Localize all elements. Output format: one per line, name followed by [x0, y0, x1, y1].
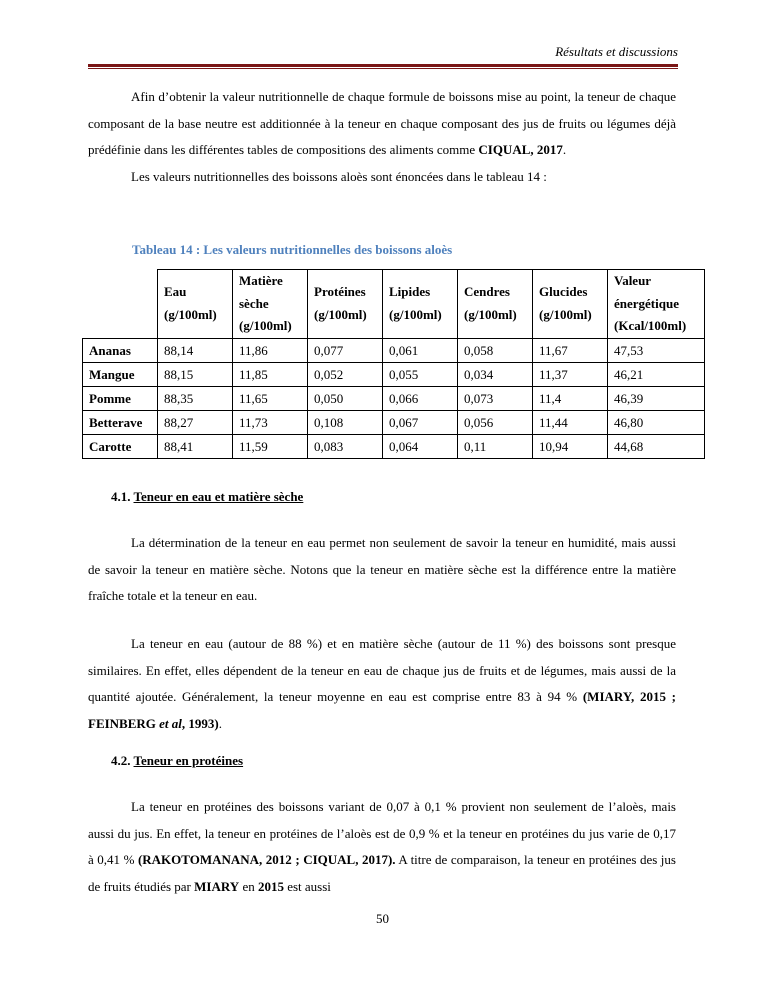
table-cell: 0,083 — [308, 434, 383, 458]
table-caption: Tableau 14 : Les valeurs nutritionnelles des boissons aloès — [132, 242, 453, 257]
intro-paragraph-1 — [88, 84, 676, 164]
header-line: Cendres — [464, 284, 510, 300]
table-header-cell — [158, 270, 233, 339]
header-line: (g/100ml) — [239, 318, 292, 333]
intro-paragraph-2: Les valeurs nutritionnelles des boissons aloès sont énoncées dans le tableau 14 : — [131, 168, 547, 184]
table-row — [83, 338, 705, 362]
table-row — [83, 434, 705, 458]
table-cell: 44,68 — [608, 434, 705, 458]
intro-end: . — [562, 142, 567, 157]
section-4-2-paragraph-1 — [88, 794, 676, 900]
table-cell: 88,14 — [158, 338, 233, 362]
reference-etal: et al — [159, 715, 182, 731]
table-cell: 88,15 — [158, 362, 233, 386]
header-line: Eau — [164, 284, 187, 300]
section-number: 4.1. — [111, 489, 131, 504]
paragraph-body: est aussi — [283, 878, 331, 894]
table-cell: 46,39 — [608, 386, 705, 410]
section-4-2-heading — [111, 753, 243, 769]
paragraph-text: La détermination de la teneur en eau permet non seulement de savoir la teneur en humidité, mais aussi de savoir la teneur en matière sèche. Notons que la teneur en matière sèche est la différence entre la matière fraîche totale et la teneur en eau. — [88, 535, 676, 603]
reference-year: , 1993) — [181, 715, 219, 731]
header-line: (g/100ml) — [389, 306, 442, 322]
paragraph-author: MIARY — [194, 878, 240, 894]
paragraph-end: . — [218, 715, 222, 731]
table-corner-cell — [83, 270, 158, 339]
header-line: (g/100ml) — [464, 306, 517, 322]
table-cell: 0,052 — [308, 362, 383, 386]
paragraph-body: en — [239, 878, 258, 894]
table-cell: 11,65 — [233, 386, 308, 410]
intro-reference: CIQUAL, 2017 — [478, 142, 563, 157]
table-cell: 0,11 — [458, 434, 533, 458]
table-header-cell — [383, 270, 458, 339]
table-cell: 0,066 — [383, 386, 458, 410]
header-line: (Kcal/100ml) — [614, 318, 687, 333]
table-cell: 11,44 — [533, 410, 608, 434]
table-header-cell — [608, 270, 705, 339]
intro-text: Afin d’obtenir la valeur nutritionnelle de chaque formule de boissons mise au point, la teneur de chaque composant de la base neutre est additionnée à la teneur en chaque composant des jus de fruits ou légumes déjà prédéfinie dans les différentes tables de compositions des aliments comme — [88, 89, 676, 157]
table-cell: 0,077 — [308, 338, 383, 362]
header-line: (g/100ml) — [314, 306, 367, 322]
table-row — [83, 386, 705, 410]
section-title: Teneur en protéines — [133, 753, 244, 768]
section-4-1-paragraph-2 — [88, 631, 676, 737]
header-line: sèche — [239, 295, 269, 311]
table-row — [83, 362, 705, 386]
header-line: Glucides — [539, 284, 588, 300]
table-cell: 0,108 — [308, 410, 383, 434]
table-cell: 88,35 — [158, 386, 233, 410]
table-cell: 11,73 — [233, 410, 308, 434]
header-line: énergétique — [614, 295, 679, 311]
table-cell: 0,058 — [458, 338, 533, 362]
table-cell: 11,67 — [533, 338, 608, 362]
table-cell: 0,050 — [308, 386, 383, 410]
section-4-1-heading — [111, 489, 303, 505]
header-line: (g/100ml) — [164, 306, 217, 322]
row-label: Carotte — [83, 434, 158, 458]
paragraph-text — [88, 631, 676, 737]
section-title: Teneur en eau et matière sèche — [133, 489, 304, 504]
paragraph-year: 2015 — [257, 878, 284, 894]
reference-part: (MIARY, 2015 ; FEINBERG — [88, 689, 676, 731]
paragraph-body: A titre de comparaison, la teneur en protéines des jus de fruits étudiés par — [88, 852, 676, 894]
header-rule-thin — [88, 68, 678, 69]
table-header-cell — [233, 270, 308, 339]
table-cell: 11,85 — [233, 362, 308, 386]
header-line: Valeur — [614, 273, 652, 288]
header-line: Lipides — [389, 284, 431, 300]
table-cell: 0,067 — [383, 410, 458, 434]
page-number: 50 — [376, 911, 389, 926]
table-cell: 0,055 — [383, 362, 458, 386]
row-label: Betterave — [83, 410, 158, 434]
table-cell: 0,064 — [383, 434, 458, 458]
header-line: Protéines — [314, 284, 366, 300]
table-cell: 11,86 — [233, 338, 308, 362]
table-header-cell — [308, 270, 383, 339]
header-rule — [88, 64, 678, 67]
paragraph-body: La teneur en protéines des boissons variant de 0,07 à 0,1 % provient non seulement de l’aloès, mais aussi du jus. En effet, la teneur en protéines de l’aloès est de 0,9 % et la teneur en protéines du jus varie de 0,17 à 0,41 % — [88, 799, 676, 867]
table-cell: 46,21 — [608, 362, 705, 386]
table-cell: 11,37 — [533, 362, 608, 386]
section-4-1-paragraph-1 — [88, 530, 676, 610]
table-cell: 10,94 — [533, 434, 608, 458]
header-line: (g/100ml) — [539, 306, 592, 322]
row-label: Ananas — [83, 338, 158, 362]
table-header-cell — [458, 270, 533, 339]
running-header: Résultats et discussions — [555, 44, 678, 59]
row-label: Pomme — [83, 386, 158, 410]
table-cell: 11,59 — [233, 434, 308, 458]
paragraph-text — [88, 794, 676, 900]
table-cell: 47,53 — [608, 338, 705, 362]
table-header-row — [83, 270, 705, 339]
table-cell: 0,034 — [458, 362, 533, 386]
table-cell: 0,061 — [383, 338, 458, 362]
table-cell: 0,073 — [458, 386, 533, 410]
table-body — [83, 338, 705, 458]
table-cell: 88,27 — [158, 410, 233, 434]
section-number: 4.2. — [111, 753, 131, 768]
header-line: Matière — [239, 273, 283, 288]
intro-paragraph-block — [88, 84, 676, 190]
table-cell: 11,4 — [533, 386, 608, 410]
table-cell: 46,80 — [608, 410, 705, 434]
paragraph-reference: (RAKOTOMANANA, 2012 ; CIQUAL, 2017). — [137, 852, 396, 867]
nutrition-table — [82, 269, 705, 459]
table-header-cell — [533, 270, 608, 339]
table-cell: 88,41 — [158, 434, 233, 458]
row-label: Mangue — [83, 362, 158, 386]
table-row — [83, 410, 705, 434]
table-cell: 0,056 — [458, 410, 533, 434]
paragraph-body: La teneur en eau (autour de 88 %) et en matière sèche (autour de 11 %) des boissons sont presque similaires. En effet, elles dépendent de la teneur en eau de chaque jus de fruits et de légumes, mais aussi de la quantité ajoutée. Généralement, la teneur moyenne en eau est comprise entre 83 à 94 % — [88, 636, 676, 704]
